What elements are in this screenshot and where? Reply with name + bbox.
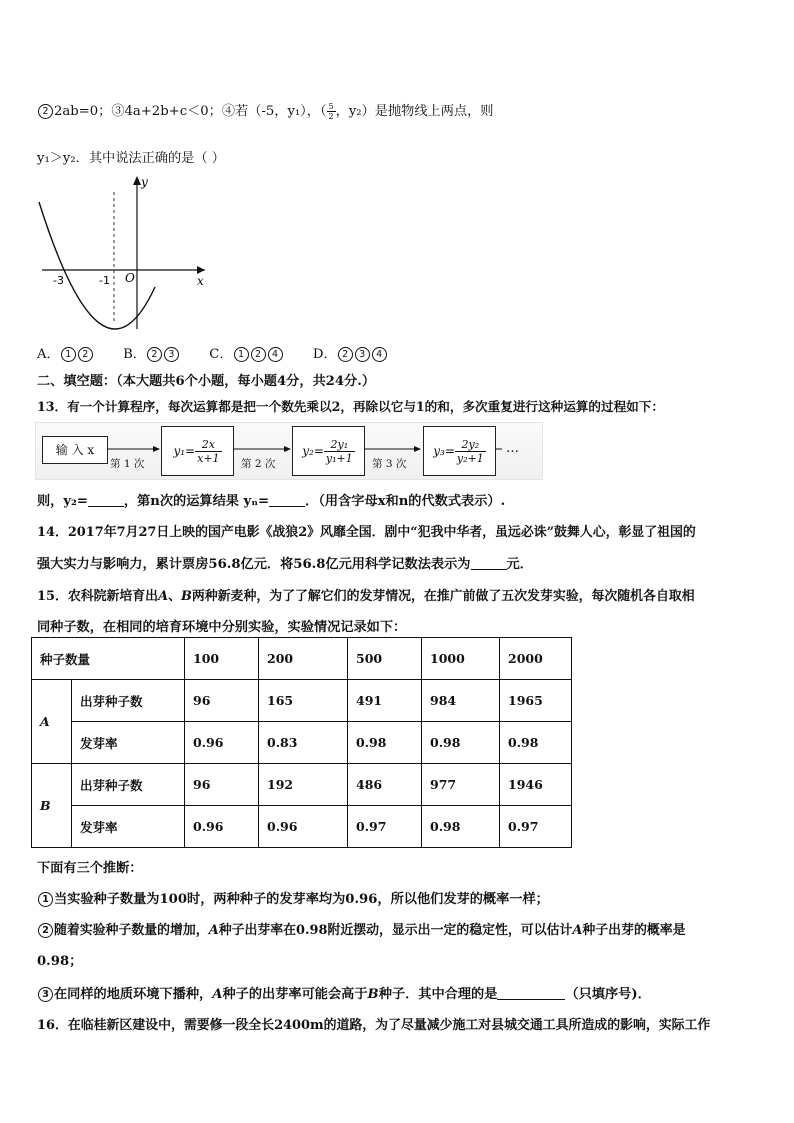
row-label: 出芽种子数 <box>72 680 185 722</box>
table-row <box>32 680 572 722</box>
q15-reason-2: 2 随着实验种子数量的增加，A种子出芽率在0.98附近摆动，显示出一定的稳定性，可以估计A种子出芽的概率是 <box>37 919 686 938</box>
table-cell: 0.98 <box>348 722 422 764</box>
flow-step2: 第 2 次 <box>241 458 276 470</box>
table-cell: 96 <box>185 764 259 806</box>
table-cell: 192 <box>259 764 348 806</box>
table-header-cell: 200 <box>259 638 348 680</box>
table-row <box>32 806 572 848</box>
blank-q15[interactable] <box>497 999 565 1000</box>
table-cell: 486 <box>348 764 422 806</box>
q16-line1: 16．在临桂新区建设中，需要修一段全长2400m的道路，为了尽量减少施工对县城交通工具所造成的影响，实际工作 <box>37 1018 711 1033</box>
parabola-graph <box>37 172 212 332</box>
q15-line1: 15．农科院新培育出A、B两种新麦种，为了了解它们的发芽情况，在推广前做了五次发芽实验，每次随机各自取相 <box>37 589 695 604</box>
q14-line1: 14．2017年7月27日上映的国产电影《战狼2》风靡全国．剧中“犯我中华者，虽远必诛”鼓舞人心，彰显了祖国的 <box>37 525 696 540</box>
option-d[interactable]: D． 2 3 4 <box>313 347 388 362</box>
graph-y-arrow <box>133 176 141 185</box>
flow-step1: 第 1 次 <box>110 458 145 470</box>
table-header-cell: 1000 <box>422 638 500 680</box>
table-cell: 165 <box>259 680 348 722</box>
table-cell: 491 <box>348 680 422 722</box>
group-label-b: B <box>32 764 72 848</box>
q13-text: 13．有一个计算程序，每次运算都是把一个数先乘以2，再除以它与1的和，多次重复进行这种运算的过程如下： <box>37 399 664 414</box>
table-cell: 0.97 <box>500 806 572 848</box>
q15-reason-3: 3 在同样的地质环境下播种，A种子的出芽率可能会高于B种子．其中合理的是 （只填序号)． <box>37 983 651 1002</box>
q15-line2: 同种子数，在相同的培育环境中分别实验，实验情况记录如下： <box>37 620 407 635</box>
q15-reason-1: 1 当实验种子数量为100时，两种种子的发芽率均为0.96，所以他们发芽的概率一样； <box>37 888 549 907</box>
table-cell: 96 <box>185 680 259 722</box>
table-header-cell: 100 <box>185 638 259 680</box>
row-label: 发芽率 <box>72 806 185 848</box>
blank-y2[interactable] <box>88 506 124 507</box>
table-cell: 0.96 <box>259 806 348 848</box>
circle-num-2: 2 <box>38 104 53 119</box>
option-c[interactable]: C． 1 2 4 <box>209 347 283 362</box>
table-header-row <box>32 638 572 680</box>
flow-input-box: 输 入 x <box>42 436 108 464</box>
q12-options <box>37 343 388 362</box>
table-cell: 0.98 <box>422 722 500 764</box>
q12-line2: y₁＞y₂．其中说法正确的是（ ） <box>37 151 225 166</box>
graph-origin-label: O <box>125 271 135 285</box>
q12-fraction: $\frac{5}{2}$ <box>328 102 334 121</box>
flow-ellipsis: … <box>506 441 519 456</box>
table-header-cell: 种子数量 <box>32 638 185 680</box>
q15-intro: 下面有三个推断： <box>37 861 143 876</box>
table-row <box>32 764 572 806</box>
flow-box-1: y₁= $\frac{2x}{x+1}$ <box>161 426 234 476</box>
table-cell: 0.96 <box>185 806 259 848</box>
q15-reason-2-cont: 0.98； <box>37 954 83 969</box>
flow-box-3: y₃= $\frac{\text{2y₂}}{\text{y₂+1}}$ <box>423 426 496 476</box>
q14-line2: 强大实力与影响力，累计票房56.8亿元．将56.8亿元用科学记数法表示为 元． <box>37 557 533 572</box>
graph-y-label: y <box>141 175 148 189</box>
parabola-curve <box>39 202 155 329</box>
graph-tick-minus3: -3 <box>53 274 64 287</box>
table-cell: 0.98 <box>500 722 572 764</box>
flow-box-2: y₂= $\frac{\text{2y₁}}{\text{y₁+1}}$ <box>292 426 365 476</box>
group-label-a: A <box>32 680 72 764</box>
table-row <box>32 722 572 764</box>
flow-diagram <box>35 422 543 480</box>
section-heading: 二、填空题：（本大题共6个小题，每小题4分，共24分.） <box>37 374 376 389</box>
option-a[interactable]: A． 1 2 <box>37 347 94 362</box>
table-cell: 0.98 <box>422 806 500 848</box>
graph-x-arrow <box>197 266 205 274</box>
table-cell: 984 <box>422 680 500 722</box>
table-header-cell: 2000 <box>500 638 572 680</box>
q12-line1 <box>37 100 493 121</box>
table-cell: 1965 <box>500 680 572 722</box>
option-b[interactable]: B． 2 3 <box>123 347 180 362</box>
flow-step3: 第 3 次 <box>372 458 407 470</box>
table-cell: 977 <box>422 764 500 806</box>
q13-answer: 则，y₂= ，第n次的运算结果 yₙ= ．（用含字母x和n的代数式表示）. <box>37 494 506 509</box>
row-label: 出芽种子数 <box>72 764 185 806</box>
graph-x-label: x <box>197 274 204 288</box>
table-cell: 1946 <box>500 764 572 806</box>
blank-q14[interactable] <box>471 569 507 570</box>
q12-line1-text: 2ab=0；③4a+2b+c＜0；④若（-5，y₁），（ <box>54 104 327 119</box>
blank-yn[interactable] <box>269 506 305 507</box>
graph-tick-minus1: -1 <box>99 274 110 287</box>
table-header-cell: 500 <box>348 638 422 680</box>
row-label: 发芽率 <box>72 722 185 764</box>
table-cell: 0.96 <box>185 722 259 764</box>
table-cell: 0.97 <box>348 806 422 848</box>
germination-table <box>31 637 572 848</box>
q12-line1-tail: ，y₂）是抛物线上两点，则 <box>335 104 494 119</box>
table-cell: 0.83 <box>259 722 348 764</box>
